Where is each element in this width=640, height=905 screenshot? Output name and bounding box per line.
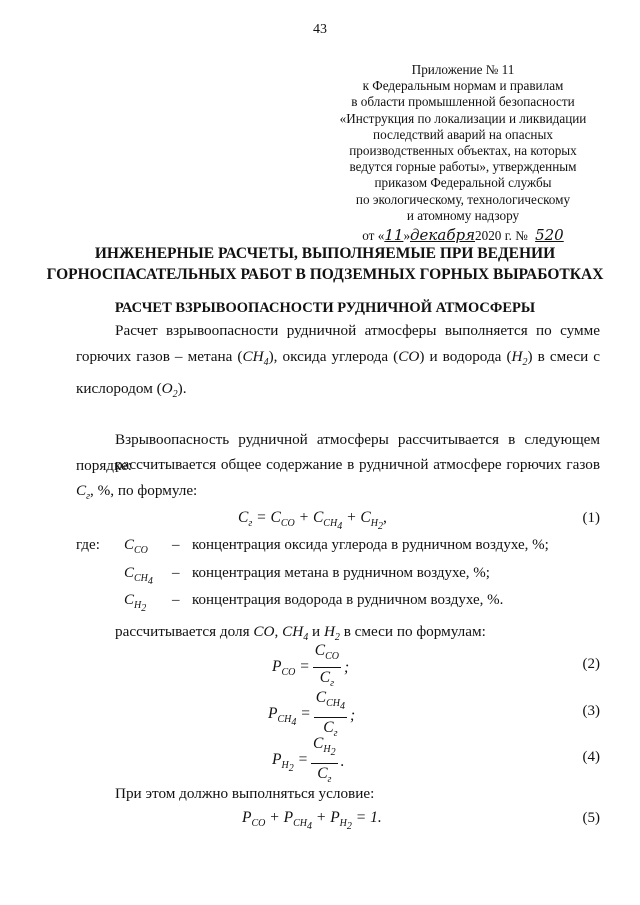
document-title [40,243,610,285]
paragraph-order: Взрывоопасность рудничной атмосферы рассчитывается в следующем порядке: [76,431,600,474]
equation-number: (5) [582,810,600,826]
equation-number: (2) [582,656,600,672]
section-title: РАСЧЕТ ВЗРЫВООПАСНОСТИ РУДНИЧНОЙ АТМОСФЕРЫ [114,300,536,316]
title-line-1: ИНЖЕНЕРНЫЕ РАСЧЕТЫ, ВЫПОЛНЯЕМЫЕ ПРИ ВЕДЕНИИ [94,245,556,262]
annex-line: приказом Федеральной службы [374,175,552,191]
annex-line: последствий аварий на опасных [373,126,553,142]
annex-line: к Федеральным нормам и правилам [362,78,564,94]
paragraph-intro: Расчет взрывоопасности рудничной атмосферы выполняется по сумме горючих газов – метана $(CH_4)$, оксида углерода (CO) и водорода $(H_2)$ в смеси с кислородом $(O_2)$. [76,322,601,401]
annex-line: «Инструкция по локализации и ликвидации [339,110,587,126]
date-prefix: от « [362,228,385,244]
formula-3: $P_{CH_4}$ = $\frac{C_{CH_4}}{C_г}$ ; [268,689,356,740]
annex-line: ведутся горные работы», утвержденным [349,159,577,175]
annex-line: по экологическому, технологическому [355,191,571,207]
page-number: 43 [313,22,327,37]
formula-4: $P_{H_2}$ = $\frac{C_{H_2}}{C_г}$ . [272,735,345,786]
annex-line: и атомному надзору [406,207,520,223]
order-date-line [318,227,608,244]
handwritten-order-number: 520 [535,226,564,245]
equation-number: (3) [582,703,600,719]
formula-1: $C_г = C_{CO} + C_{CH_4} + C_{H_2}$, [238,509,387,533]
annex-header [318,62,608,244]
paragraph-condition: При этом должно выполняться условие: [115,785,375,802]
title-line-2: ГОРНОСПАСАТЕЛЬНЫХ РАБОТ В ПОДЗЕМНЫХ ГОРНЫХ ВЫРАБОТКАХ [46,266,604,283]
date-year: 2020 г. № [475,228,528,244]
handwritten-day: 11 [384,226,404,245]
equation-number: (4) [582,749,600,765]
formula-5: $P_{CO} + P_{CH_4} + P_{H_2} = 1$. [242,809,382,833]
annex-line: в области промышленной безопасности [351,94,575,110]
equation-number: (1) [582,510,600,526]
formula-2: $P_{CO}$ = $\frac{C_{CO}}{C_г}$ ; [272,642,350,690]
paragraph-shares: рассчитывается доля CO, $CH_4$ и $H_2$ в смеси по формулам: [115,623,486,644]
date-mid: » [403,228,411,244]
handwritten-month: декабря [410,226,476,245]
annex-line: производственных объектах, на которых [349,143,577,159]
annex-line: Приложение № 11 [411,62,515,77]
paragraph-total: рассчитывается общее содержание в рудничной атмосфере горючих газов $C_г$, %, по формуле: [76,456,600,503]
